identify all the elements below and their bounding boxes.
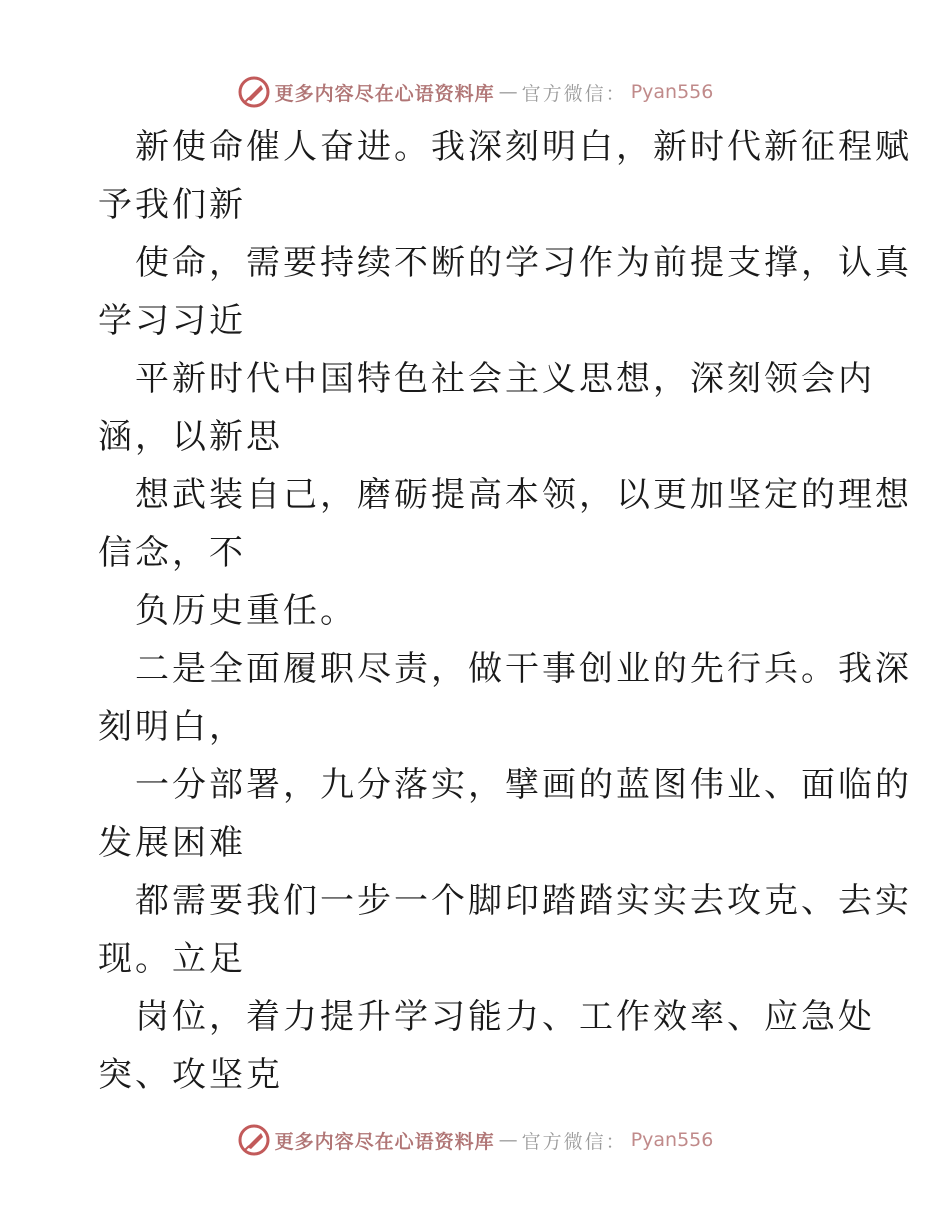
text-line: 使命，需要持续不断的学习作为前提支撑，认真 [135, 243, 912, 283]
text-line: 现。立足 [98, 939, 246, 979]
document-body [98, 118, 912, 1104]
footer-watermark [0, 1120, 950, 1160]
text-line: 负历史重任。 [135, 591, 357, 631]
watermark-wechat-id: Pyan556 [630, 81, 714, 103]
watermark-dash: — [498, 81, 518, 103]
text-line: 想武装自己，磨砺提高本领，以更加坚定的理想 [135, 475, 912, 515]
header-watermark [0, 72, 950, 112]
quill-seal-logo-icon [237, 1123, 271, 1157]
text-line: 平新时代中国特色社会主义思想，深刻领会内 [135, 359, 875, 399]
watermark-official-label: 官方微信： [521, 1130, 627, 1153]
text-line: 岗位，着力提升学习能力、工作效率、应急处 [135, 997, 875, 1037]
watermark-official-label: 官方微信： [521, 82, 627, 105]
text-line: 信念，不 [98, 533, 246, 573]
text-line: 学习习近 [98, 301, 246, 341]
text-line: 涵，以新思 [98, 417, 283, 457]
watermark-dash: — [498, 1129, 518, 1151]
text-line: 二是全面履职尽责，做干事创业的先行兵。我深 [135, 649, 912, 689]
text-line: 刻明白， [98, 707, 246, 747]
text-line: 都需要我们一步一个脚印踏踏实实去攻克、去实 [135, 881, 912, 921]
text-line: 新使命催人奋进。我深刻明白，新时代新征程赋 [135, 127, 912, 167]
text-line: 一分部署，九分落实，擘画的蓝图伟业、面临的 [135, 765, 912, 805]
text-line: 发展困难 [98, 823, 246, 863]
watermark-wechat-id: Pyan556 [630, 1129, 714, 1151]
watermark-brand: 更多内容尽在心语资料库 [274, 82, 495, 105]
text-line: 突、攻坚克 [98, 1055, 283, 1095]
text-line: 予我们新 [98, 185, 246, 225]
watermark-brand: 更多内容尽在心语资料库 [274, 1130, 495, 1153]
quill-seal-logo-icon [237, 75, 271, 109]
